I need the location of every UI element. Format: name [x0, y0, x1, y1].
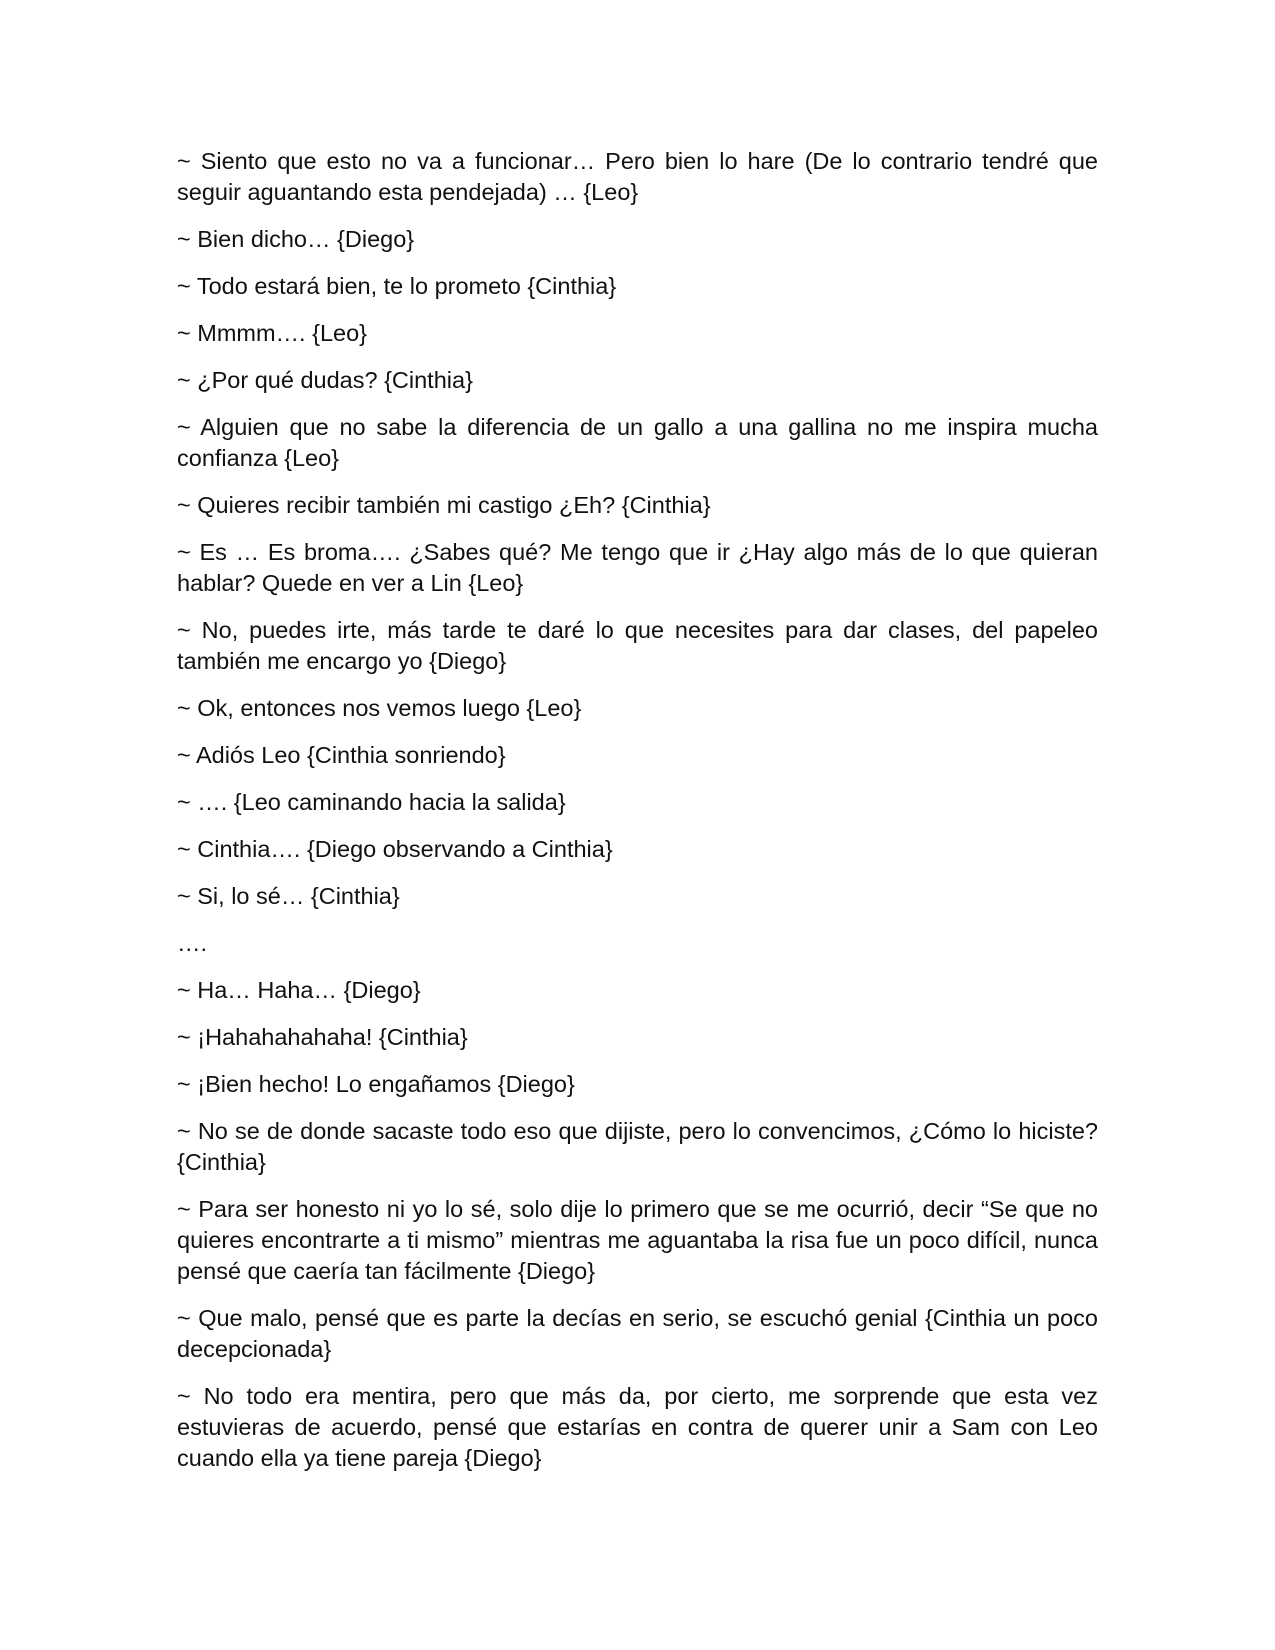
- dialogue-line: ~ Quieres recibir también mi castigo ¿Eh? {Cinthia}: [177, 492, 711, 518]
- dialogue-line: ~ Ha… Haha… {Diego}: [177, 977, 421, 1003]
- dialogue-line: ~ ¡Hahahahahaha! {Cinthia}: [177, 1024, 468, 1050]
- dialogue-line: ~ Siento que esto no va a funcionar… Pero bien lo hare (De lo contrario tendré que seguir aguantando esta pendejada) … {Leo}: [177, 148, 1098, 205]
- dialogue-line: ~ Bien dicho… {Diego}: [177, 226, 415, 252]
- dialogue-line: ~ Mmmm…. {Leo}: [177, 320, 368, 346]
- dialogue-line: ~ Adiós Leo {Cinthia sonriendo}: [177, 742, 506, 768]
- dialogue-line: ~ Si, lo sé… {Cinthia}: [177, 883, 400, 909]
- document-body: [177, 146, 1098, 1490]
- dialogue-line: ~ No todo era mentira, pero que más da, por cierto, me sorprende que esta vez estuvieras de acuerdo, pensé que estarías en contra de querer unir a Sam con Leo cuando ella ya tiene pareja {Diego}: [177, 1383, 1098, 1471]
- dialogue-line: ~ ¿Por qué dudas? {Cinthia}: [177, 367, 473, 393]
- dialogue-line: ~ No, puedes irte, más tarde te daré lo que necesites para dar clases, del papeleo también me encargo yo {Diego}: [177, 617, 1098, 674]
- dialogue-line: ~ Para ser honesto ni yo lo sé, solo dije lo primero que se me ocurrió, decir “Se que no quieres encontrarte a ti mismo” mientras me aguantaba la risa fue un poco difícil, nunca pensé que caería tan fácilmente {Diego}: [177, 1196, 1098, 1284]
- dialogue-line: ~ Todo estará bien, te lo prometo {Cinthia}: [177, 273, 617, 299]
- dialogue-line: ~ Cinthia…. {Diego observando a Cinthia}: [177, 836, 613, 862]
- dialogue-line: ~ …. {Leo caminando hacia la salida}: [177, 789, 566, 815]
- scene-break: ….: [177, 930, 208, 956]
- dialogue-line: ~ Es … Es broma…. ¿Sabes qué? Me tengo que ir ¿Hay algo más de lo que quieran hablar? Quede en ver a Lin {Leo}: [177, 539, 1098, 596]
- dialogue-line: ~ Que malo, pensé que es parte la decías en serio, se escuchó genial {Cinthia un poco decepcionada}: [177, 1305, 1098, 1362]
- dialogue-line: ~ No se de donde sacaste todo eso que dijiste, pero lo convencimos, ¿Cómo lo hiciste? {Cinthia}: [177, 1118, 1098, 1175]
- dialogue-line: ~ ¡Bien hecho! Lo engañamos {Diego}: [177, 1071, 575, 1097]
- dialogue-line: ~ Ok, entonces nos vemos luego {Leo}: [177, 695, 582, 721]
- dialogue-line: ~ Alguien que no sabe la diferencia de un gallo a una gallina no me inspira mucha confianza {Leo}: [177, 414, 1098, 471]
